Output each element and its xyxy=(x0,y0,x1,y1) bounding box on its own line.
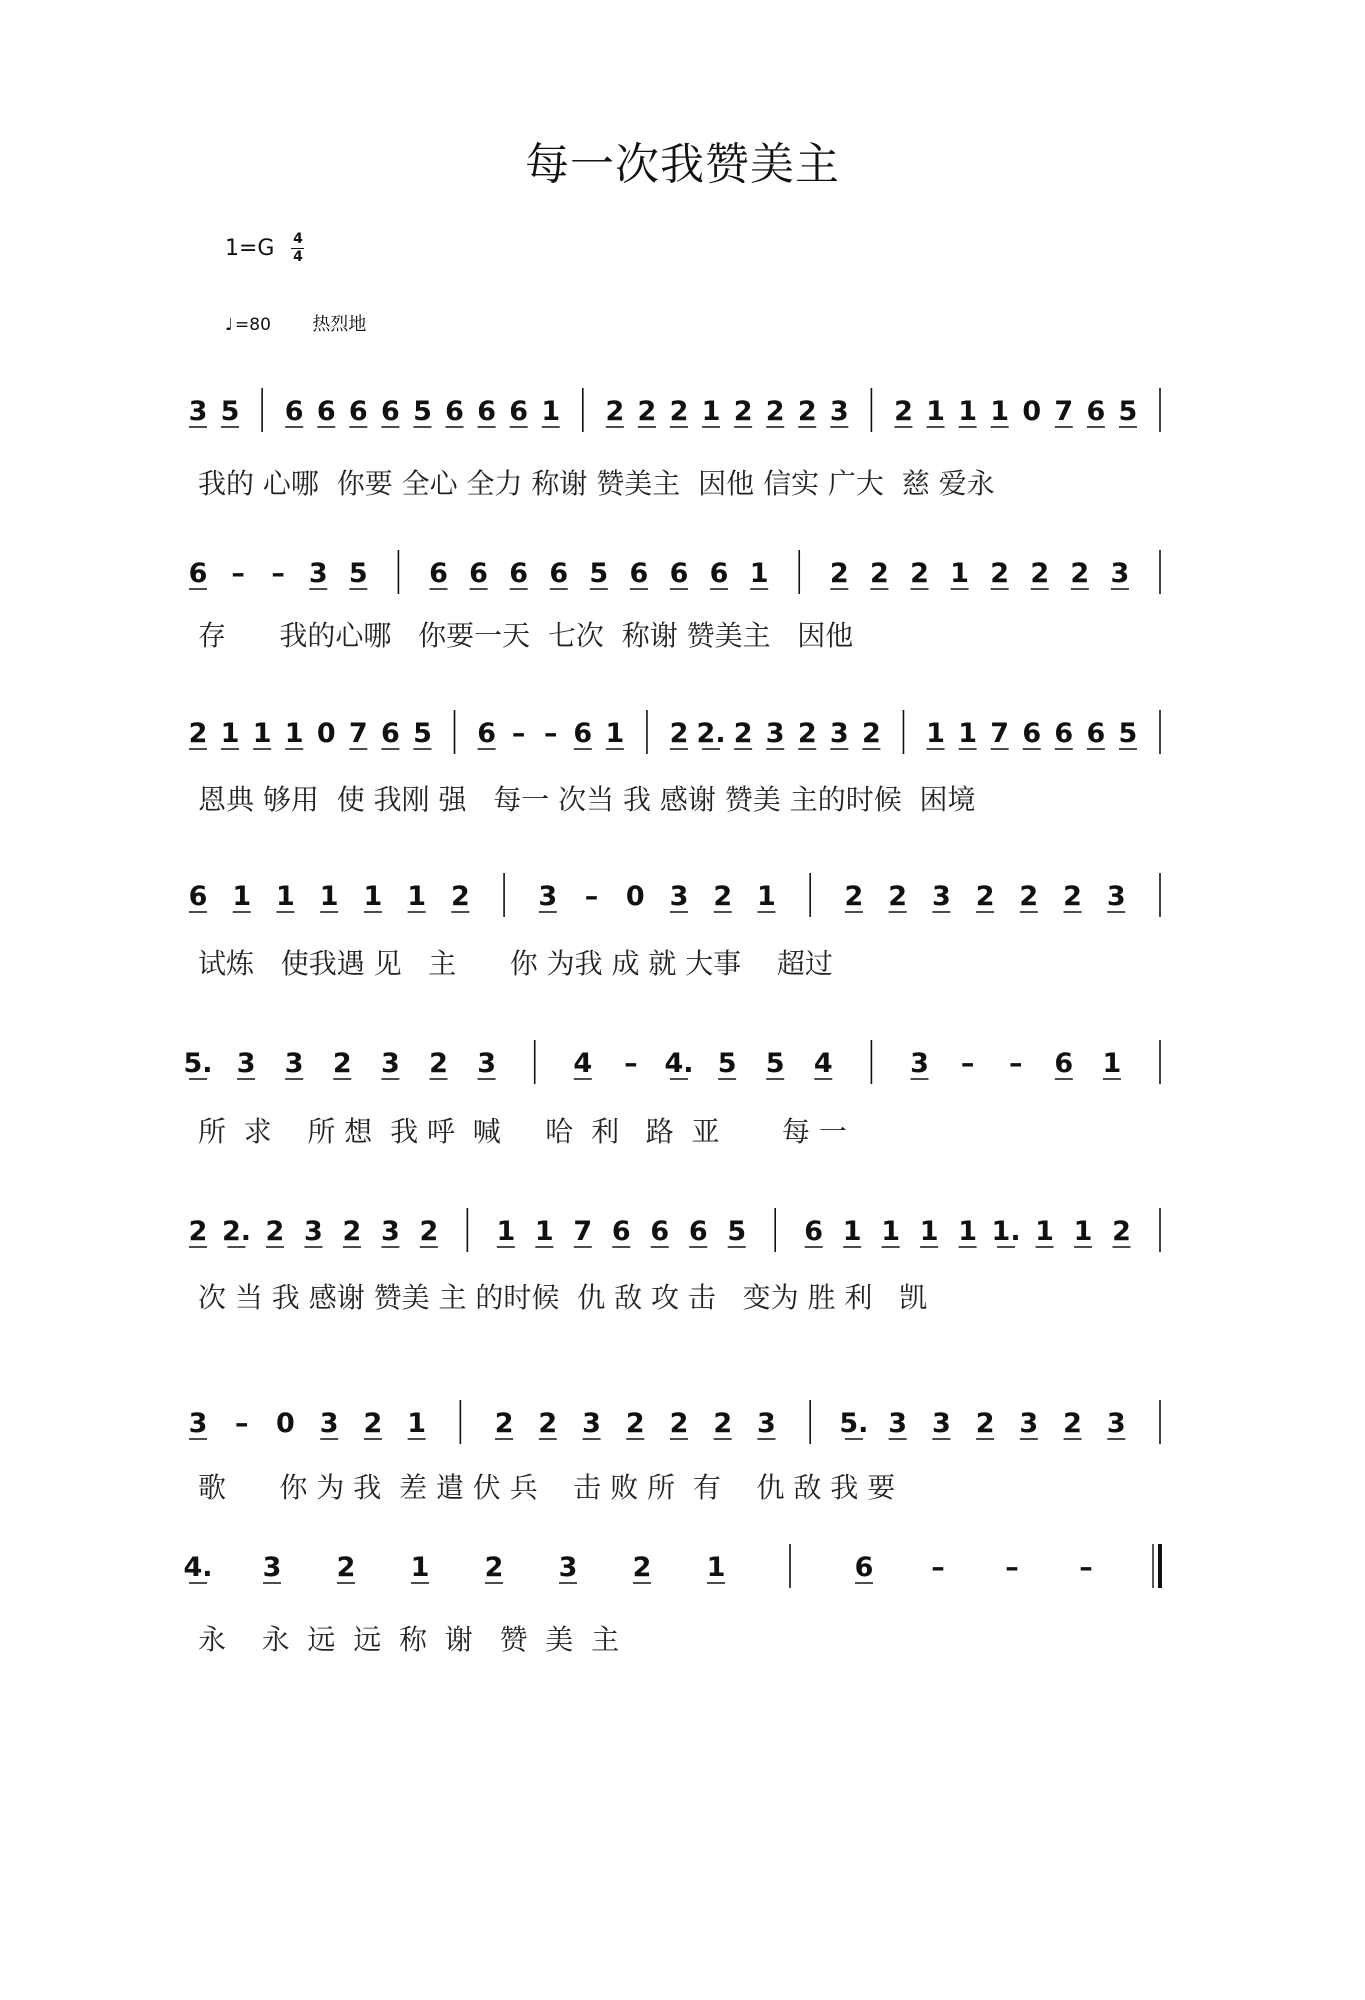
note: 3 xyxy=(931,881,951,912)
note: 3 xyxy=(1106,1408,1126,1439)
note: 2 xyxy=(990,558,1010,589)
note: 6 xyxy=(629,558,649,589)
note: 5. xyxy=(839,1408,869,1439)
note: 1 xyxy=(919,1216,939,1247)
note: 1 xyxy=(990,396,1010,427)
note: 6 xyxy=(1086,396,1106,427)
dash-hold: – xyxy=(543,718,558,749)
note: 5 xyxy=(220,396,240,427)
note: 7 xyxy=(1054,396,1074,427)
note: 6 xyxy=(445,396,464,427)
note: 3 xyxy=(188,1408,208,1439)
note: 6 xyxy=(509,396,529,427)
note: 1 xyxy=(284,718,304,749)
note: 7 xyxy=(348,718,368,749)
note: 1 xyxy=(926,718,945,749)
note: 2 xyxy=(419,1216,439,1247)
note: 3 xyxy=(1106,881,1126,912)
note: 6 xyxy=(549,558,569,589)
note: 5 xyxy=(589,558,609,589)
note: 2 xyxy=(669,1408,689,1439)
note: 6 xyxy=(1022,718,1042,749)
note: 5 xyxy=(727,1216,747,1247)
note: 3 xyxy=(477,1048,496,1079)
dash-hold: – xyxy=(234,1408,249,1439)
note: 2 xyxy=(342,1216,362,1247)
note: 5 xyxy=(765,1048,785,1079)
note: 2 xyxy=(632,1552,652,1583)
lyric-line: 永 永 远 远 称 谢 赞 美 主 xyxy=(198,1623,620,1656)
note: 5 xyxy=(348,558,368,589)
note: 6 xyxy=(477,718,496,749)
note: 4. xyxy=(183,1552,213,1583)
note: 6 xyxy=(188,881,208,912)
note: 2 xyxy=(625,1408,645,1439)
lyric-line: 所 求 所 想 我 呼 喊 哈 利 路 亚 每 一 xyxy=(198,1115,847,1148)
note: 2 xyxy=(188,718,208,749)
note: 2 xyxy=(336,1552,356,1583)
note: 6 xyxy=(709,558,729,589)
note: 2 xyxy=(188,1216,208,1247)
lyric-line: 次 当 我 感谢 赞美 主 的时候 仇 敌 攻 击 变为 胜 利 凯 xyxy=(198,1281,928,1314)
notation-row xyxy=(183,1040,1160,1084)
note: 2 xyxy=(1112,1216,1131,1247)
note: 1 xyxy=(496,1216,516,1247)
notation-row xyxy=(189,388,1160,432)
note: 2 xyxy=(669,396,689,427)
note: 1 xyxy=(220,718,240,749)
note: 2 xyxy=(484,1552,504,1583)
note: 3 xyxy=(381,1216,400,1247)
note: 2 xyxy=(450,881,470,912)
note: 2. xyxy=(221,1216,252,1247)
note: 3 xyxy=(188,396,208,427)
notation-row xyxy=(189,550,1160,594)
note: 3 xyxy=(931,1408,951,1439)
note: 1 xyxy=(881,1216,901,1247)
note: 1 xyxy=(534,1216,554,1247)
note: 6 xyxy=(316,396,336,427)
note: 1. xyxy=(991,1216,1021,1247)
notation-row xyxy=(189,1400,1160,1444)
note: 2 xyxy=(332,1048,352,1079)
note: 3 xyxy=(888,1408,908,1439)
note: 3 xyxy=(381,1048,400,1079)
dash-hold: – xyxy=(960,1048,975,1079)
note: 2 xyxy=(829,558,849,589)
note: 5 xyxy=(1118,396,1138,427)
lyric-line: 恩典 够用 使 我刚 强 每一 次当 我 感谢 赞美 主的时候 困境 xyxy=(198,783,976,816)
note: 2 xyxy=(733,396,753,427)
note: 2 xyxy=(538,1408,558,1439)
dash-hold: – xyxy=(271,558,285,589)
note: 2 xyxy=(363,1408,383,1439)
note: 1 xyxy=(276,881,295,912)
note: 1 xyxy=(1102,1048,1122,1079)
key-label: 1=G xyxy=(225,236,275,261)
note: 6 xyxy=(688,1216,708,1247)
dash-hold: – xyxy=(1008,1048,1023,1079)
note: 2. xyxy=(696,718,726,749)
note: 7 xyxy=(573,1216,593,1247)
note: 3 xyxy=(1110,558,1130,589)
note: 2 xyxy=(713,1408,733,1439)
note: 1 xyxy=(232,881,252,912)
notation-row xyxy=(183,1544,1160,1588)
dash-hold: – xyxy=(624,1048,638,1079)
note: 1 xyxy=(319,881,339,912)
note: 2 xyxy=(637,396,657,427)
note: 2 xyxy=(713,881,733,912)
notation-row xyxy=(189,710,1160,754)
dash-hold: – xyxy=(1079,1552,1093,1583)
lyric-line: 存 我的心哪 你要一天 七次 称谢 赞美主 因他 xyxy=(198,619,854,652)
expression-mark: 热烈地 xyxy=(312,314,367,335)
note: 6 xyxy=(573,718,593,749)
note: 6 xyxy=(1054,718,1074,749)
note: 2 xyxy=(862,718,881,749)
note: 1 xyxy=(605,718,625,749)
note: 0 xyxy=(316,718,336,749)
notation-row xyxy=(189,1208,1160,1252)
note: 3 xyxy=(284,1048,304,1079)
note: 2 xyxy=(888,881,908,912)
lyric-line: 歌 你 为 我 差 遣 伏 兵 击 败 所 有 仇 敌 我 要 xyxy=(198,1471,896,1504)
note: 2 xyxy=(1063,1408,1082,1439)
quarter-note-icon: ♩ xyxy=(225,315,234,335)
note: 2 xyxy=(910,558,929,589)
note: 2 xyxy=(494,1408,514,1439)
note: 5 xyxy=(413,396,432,427)
note: 5 xyxy=(1118,718,1138,749)
note: 1 xyxy=(410,1552,430,1583)
note: 3 xyxy=(582,1408,601,1439)
note: 1 xyxy=(757,881,776,912)
note: 3 xyxy=(910,1048,929,1079)
note: 3 xyxy=(829,396,849,427)
note: 1 xyxy=(407,881,427,912)
note: 0 xyxy=(1022,396,1042,427)
note: 3 xyxy=(308,558,328,589)
lyric-line: 试炼 使我遇 见 主 你 为我 成 就 大事 超过 xyxy=(198,947,833,980)
note: 2 xyxy=(797,718,817,749)
note: 1 xyxy=(842,1216,862,1247)
dash-hold: – xyxy=(931,1552,945,1583)
note: 6 xyxy=(854,1552,874,1583)
note: 2 xyxy=(870,558,889,589)
note: 2 xyxy=(844,881,864,912)
note: 1 xyxy=(958,396,977,427)
note: 2 xyxy=(265,1216,285,1247)
dash-hold: – xyxy=(1005,1552,1019,1583)
note: 1 xyxy=(407,1408,427,1439)
note: 3 xyxy=(829,718,849,749)
note: 2 xyxy=(669,718,689,749)
note: 3 xyxy=(1019,1408,1039,1439)
note: 6 xyxy=(1054,1048,1074,1079)
note: 2 xyxy=(1030,558,1050,589)
note: 6 xyxy=(669,558,689,589)
note: 6 xyxy=(188,558,208,589)
notation-row xyxy=(189,873,1160,917)
note: 6 xyxy=(509,558,529,589)
note: 6 xyxy=(611,1216,631,1247)
note: 3 xyxy=(304,1216,323,1247)
tempo-value: =80 xyxy=(235,315,271,335)
note: 1 xyxy=(541,396,561,427)
note: 6 xyxy=(381,718,400,749)
dash-hold: – xyxy=(584,881,599,912)
note: 2 xyxy=(1019,881,1039,912)
note: 3 xyxy=(757,1408,776,1439)
note: 2 xyxy=(975,881,995,912)
note: 4 xyxy=(573,1048,593,1079)
note: 2 xyxy=(765,396,785,427)
note: 6 xyxy=(469,558,488,589)
note: 3 xyxy=(319,1408,339,1439)
note: 2 xyxy=(733,718,753,749)
note: 4 xyxy=(813,1048,833,1079)
note: 6 xyxy=(348,396,368,427)
note: 2 xyxy=(429,1048,448,1079)
note: 6 xyxy=(381,396,400,427)
note: 0 xyxy=(625,881,645,912)
note: 1 xyxy=(958,1216,977,1247)
note: 6 xyxy=(1086,718,1106,749)
note: 1 xyxy=(749,558,769,589)
time-signature-bottom: 4 xyxy=(293,249,303,265)
note: 2 xyxy=(605,396,625,427)
note: 1 xyxy=(701,396,721,427)
note: 7 xyxy=(990,718,1010,749)
song-title: 每一次我赞美主 xyxy=(525,139,840,190)
note: 6 xyxy=(429,558,448,589)
note: 2 xyxy=(797,396,817,427)
time-signature-top: 4 xyxy=(293,231,303,247)
note: 6 xyxy=(650,1216,670,1247)
note: 2 xyxy=(894,396,913,427)
note: 3 xyxy=(669,881,689,912)
note: 3 xyxy=(262,1552,282,1583)
note: 1 xyxy=(252,718,272,749)
note: 6 xyxy=(477,396,496,427)
note: 5 xyxy=(717,1048,737,1079)
note: 6 xyxy=(804,1216,824,1247)
note: 2 xyxy=(1063,881,1082,912)
note: 3 xyxy=(558,1552,578,1583)
lyric-line: 我的 心哪 你要 全心 全力 称谢 赞美主 因他 信实 广大 慈 爱永 xyxy=(198,467,995,500)
dash-hold: – xyxy=(231,558,245,589)
note: 5. xyxy=(183,1048,213,1079)
note: 2 xyxy=(975,1408,995,1439)
note: 1 xyxy=(1073,1216,1093,1247)
note: 1 xyxy=(958,718,977,749)
note: 3 xyxy=(765,718,785,749)
note: 2 xyxy=(1070,558,1090,589)
note: 1 xyxy=(1035,1216,1054,1247)
dash-hold: – xyxy=(511,718,526,749)
note: 3 xyxy=(236,1048,256,1079)
note: 1 xyxy=(926,396,945,427)
note: 5 xyxy=(413,718,432,749)
note: 3 xyxy=(538,881,558,912)
note: 4. xyxy=(664,1048,694,1079)
note: 6 xyxy=(284,396,304,427)
note: 1 xyxy=(706,1552,726,1583)
note: 1 xyxy=(363,881,383,912)
note: 0 xyxy=(276,1408,295,1439)
note: 1 xyxy=(950,558,969,589)
